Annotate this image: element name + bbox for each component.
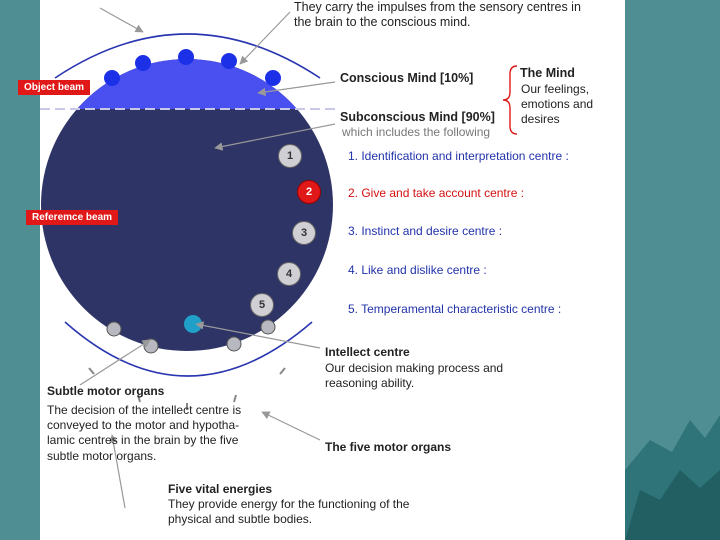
intellect-line2: reasoning ability. <box>325 376 415 390</box>
centre-badge-5: 5 <box>250 293 274 317</box>
subtle-line2: conveyed to the motor and hypotha- <box>47 418 240 432</box>
subtle-line3: lamic centres in the brain by the five <box>47 433 239 447</box>
the-mind-title: The Mind <box>520 66 575 80</box>
subtle-line1: The decision of the intellect centre is <box>47 403 242 417</box>
centre-label-1: 1. Identification and interpretation centre : <box>348 149 569 163</box>
centre-label-3: 3. Instinct and desire centre : <box>348 224 503 238</box>
reference-beam-tag: Referemce beam <box>26 210 118 225</box>
intellect-title: Intellect centre <box>325 345 410 359</box>
the-mind-line3: desires <box>521 112 560 126</box>
centre-label-4: 4. Like and dislike centre : <box>348 263 487 277</box>
vital-line1: They provide energy for the functioning of the <box>168 497 410 511</box>
subconscious-note: which includes the following <box>342 125 491 139</box>
the-mind-line2: emotions and <box>521 97 594 111</box>
centre-badge-2: 2 <box>297 180 321 204</box>
object-beam-tag: Object beam <box>18 80 90 95</box>
centre-badge-1: 1 <box>278 144 302 168</box>
centre-badge-4: 4 <box>277 262 301 286</box>
intellect-line1: Our decision making process and <box>325 361 504 375</box>
centre-label-5: 5. Temperamental characteristic centre : <box>348 302 562 316</box>
vital-title: Five vital energies <box>168 482 273 496</box>
motor-organs-label: The five motor organs <box>325 440 452 454</box>
subtle-line4: subtle motor organs. <box>47 449 157 463</box>
the-mind-line1: Our feelings, <box>521 82 590 96</box>
subtle-title: Subtle motor organs <box>47 384 165 398</box>
conscious-mind-label: Conscious Mind [10%] <box>340 71 474 85</box>
centre-label-2: 2. Give and take account centre : <box>348 186 525 200</box>
top-caption-line1: They carry the impulses from the sensory centres in <box>294 0 581 14</box>
vital-line2: physical and subtle bodies. <box>168 512 313 526</box>
subconscious-mind-label: Subconscious Mind [90%] <box>340 110 495 124</box>
mind-brace <box>503 66 517 134</box>
top-caption-line2: the brain to the conscious mind. <box>294 15 471 29</box>
centre-badge-3: 3 <box>292 221 316 245</box>
